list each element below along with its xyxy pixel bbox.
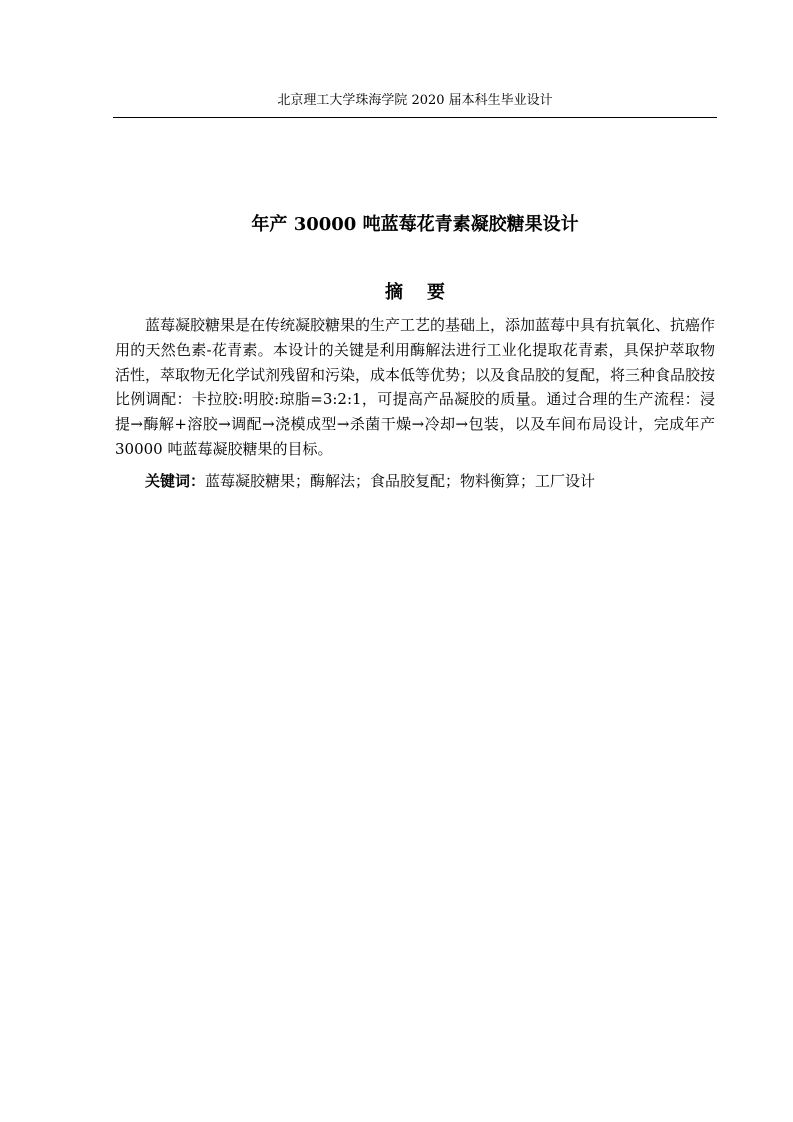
header-rule xyxy=(113,117,717,118)
keywords-text: 蓝莓凝胶糖果；酶解法；食品胶复配；物料衡算；工厂设计 xyxy=(205,472,596,490)
keywords-line xyxy=(145,469,715,493)
keywords-label: 关键词： xyxy=(145,472,206,490)
thesis-title: 年产 30000 吨蓝莓花青素凝胶糖果设计 xyxy=(251,214,579,235)
abstract-heading: 摘要 xyxy=(385,282,469,303)
running-header: 北京理工大学珠海学院 2020 届本科生毕业设计 xyxy=(277,93,553,108)
abstract-body: 蓝莓凝胶糖果是在传统凝胶糖果的生产工艺的基础上，添加蓝莓中具有抗氧化、抗癌作用的天然色素-花青素。本设计的关键是利用酶解法进行工业化提取花青素，具保护萃取物活性，萃取物无化学试剂残留和污染，成本低等优势；以及食品胶的复配，将三种食品胶按比例调配：卡拉胶:明胶:琼脂=3:2:1，可提高产品凝胶的质量。通过合理的生产流程：浸提→酶解+溶胶→调配→浇模成型→杀菌干燥→冷却→包装，以及车间布局设计，完成年产 30000 吨蓝莓凝胶糖果的目标。 xyxy=(115,316,716,458)
